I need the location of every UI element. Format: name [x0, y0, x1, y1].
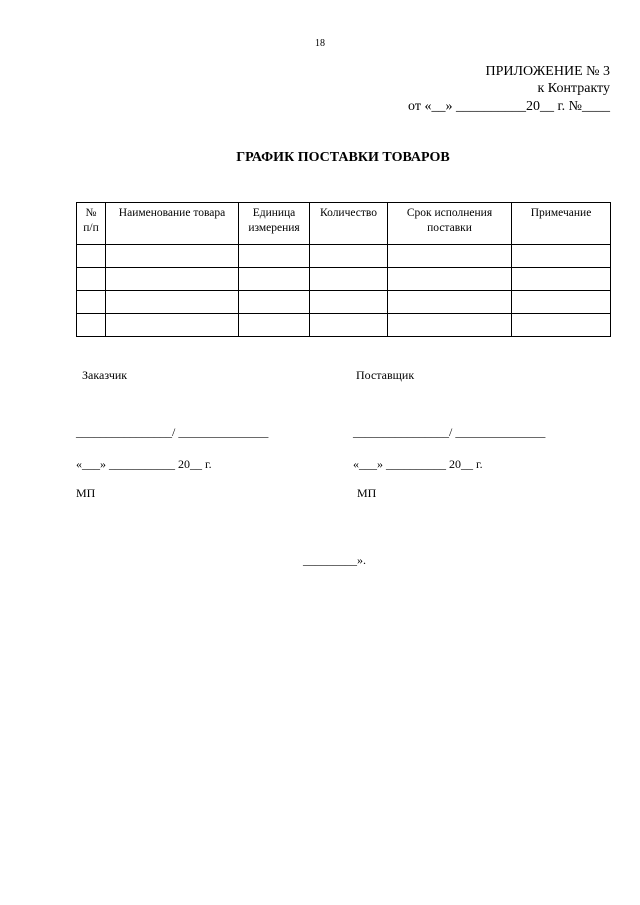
- appendix-contract-ref: к Контракту: [537, 81, 610, 96]
- table-cell: [310, 268, 388, 291]
- table-cell: [106, 291, 239, 314]
- table-cell: [388, 268, 512, 291]
- customer-date-line: «___» ___________ 20__ г.: [76, 457, 212, 471]
- header-unit: Единица измерения: [239, 203, 310, 245]
- header-delivery-term: Срок исполнения поставки: [388, 203, 512, 245]
- table-cell: [512, 245, 611, 268]
- table-cell: [388, 245, 512, 268]
- closing-line: _________».: [303, 553, 366, 567]
- table-cell: [512, 314, 611, 337]
- appendix-title: ПРИЛОЖЕНИЕ № 3: [485, 64, 610, 79]
- table-cell: [77, 291, 106, 314]
- table-cell: [77, 268, 106, 291]
- table-cell: [310, 314, 388, 337]
- supplier-signature-line: ________________/ _______________: [353, 425, 546, 439]
- table-cell: [388, 291, 512, 314]
- table-cell: [239, 268, 310, 291]
- table-cell: [512, 291, 611, 314]
- customer-signature-line: ________________/ _______________: [76, 425, 269, 439]
- supplier-label: Поставщик: [356, 368, 415, 382]
- customer-label: Заказчик: [82, 368, 128, 382]
- table-cell: [77, 314, 106, 337]
- table-cell: [77, 245, 106, 268]
- table-cell: [106, 268, 239, 291]
- table-row: [77, 314, 611, 337]
- supplier-date-line: «___» __________ 20__ г.: [353, 457, 483, 471]
- table-row: [77, 268, 611, 291]
- table-cell: [239, 291, 310, 314]
- table-cell: [239, 314, 310, 337]
- table-header-row: [77, 203, 611, 245]
- table-cell: [388, 314, 512, 337]
- delivery-schedule-table: [76, 202, 611, 337]
- table-row: [77, 245, 611, 268]
- table-cell: [512, 268, 611, 291]
- table-cell: [106, 245, 239, 268]
- table-cell: [310, 245, 388, 268]
- header-product-name: Наименование товара: [106, 203, 239, 245]
- page-number: 18: [315, 38, 325, 49]
- header-note: Примечание: [512, 203, 611, 245]
- table-cell: [310, 291, 388, 314]
- customer-stamp: МП: [76, 486, 96, 500]
- table-cell: [106, 314, 239, 337]
- appendix-date-number: от «__» __________20__ г. №____: [408, 99, 610, 114]
- supplier-stamp: МП: [357, 486, 377, 500]
- header-quantity: Количество: [310, 203, 388, 245]
- table-cell: [239, 245, 310, 268]
- document-title: ГРАФИК ПОСТАВКИ ТОВАРОВ: [236, 150, 450, 165]
- header-number: № п/п: [77, 203, 106, 245]
- table-row: [77, 291, 611, 314]
